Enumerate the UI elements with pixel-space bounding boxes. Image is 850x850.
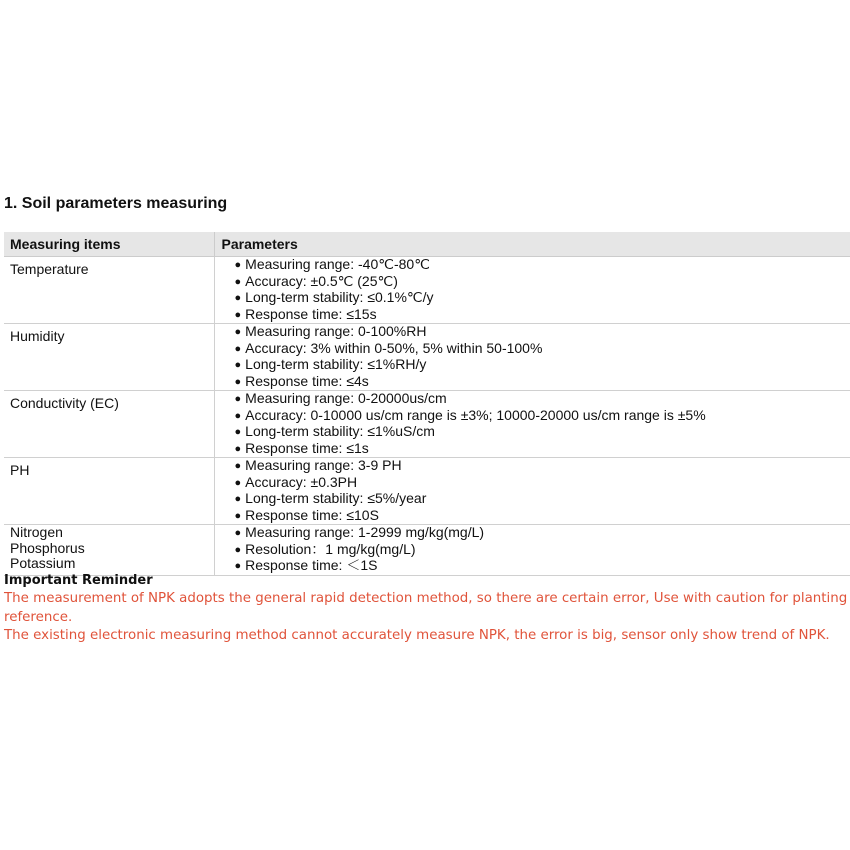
measuring-item-cell (4, 391, 214, 458)
header-parameters: Parameters (214, 232, 850, 257)
parameter-line (235, 374, 850, 391)
parameter-line (235, 357, 850, 374)
table-row (4, 458, 850, 525)
parameter-text: Accuracy: ±0.5℃ (25℃) (245, 272, 398, 289)
parameter-line (235, 542, 850, 559)
parameter-text: Measuring range: 1-2999 mg/kg(mg/L) (245, 524, 485, 540)
parameter-text: Response time: ≤1s (245, 439, 369, 456)
bullet-icon: ● (234, 375, 242, 388)
parameter-line (235, 290, 850, 307)
measuring-item-cell (4, 324, 214, 391)
header-measuring-items: Measuring items (4, 232, 214, 257)
parameter-line (235, 324, 850, 341)
parameters-table (4, 232, 850, 576)
important-reminder (4, 572, 850, 646)
parameter-line (235, 341, 850, 358)
measuring-item-cell (4, 257, 214, 324)
bullet-icon: ● (234, 409, 242, 422)
bullet-icon: ● (234, 426, 242, 438)
parameter-line (235, 508, 850, 525)
bullet-icon: ● (234, 543, 242, 556)
reminder-title: Important Reminder (4, 573, 153, 588)
measuring-item-cell (4, 525, 214, 576)
parameters-cell (214, 324, 850, 391)
parameter-text: Measuring range: 0-100%RH (245, 323, 427, 339)
bullet-icon: ● (234, 292, 242, 304)
measuring-item-name: Nitrogen (10, 524, 63, 540)
parameters-cell (214, 391, 850, 458)
table-row (4, 525, 850, 576)
parameter-text: Long-term stability: ≤1%uS/cm (245, 423, 435, 439)
parameter-text: Measuring range: 0-20000us/cm (245, 390, 447, 406)
parameter-text: Response time: ≤15s (245, 305, 377, 322)
parameter-line (235, 441, 850, 458)
parameters-cell (214, 525, 850, 576)
measuring-item-name: Temperature (10, 261, 89, 277)
parameter-line (235, 458, 850, 475)
bullet-icon: ● (234, 342, 242, 355)
parameter-text: Response time: ≤4s (245, 372, 369, 389)
parameter-line (235, 274, 850, 291)
parameter-line (235, 408, 850, 425)
parameter-line (235, 307, 850, 324)
bullet-icon: ● (234, 275, 242, 288)
parameter-line (235, 424, 850, 441)
parameter-text: Measuring range: 3-9 PH (245, 457, 402, 473)
table-row (4, 391, 850, 458)
parameters-cell (214, 458, 850, 525)
measuring-item-name: Humidity (10, 328, 65, 344)
measuring-item-name: Phosphorus (10, 539, 85, 556)
measuring-item-name: PH (10, 462, 30, 478)
bullet-icon: ● (234, 509, 242, 522)
parameter-text: Long-term stability: ≤0.1%℃/y (245, 289, 434, 305)
parameters-cell (214, 257, 850, 324)
bullet-icon: ● (234, 259, 242, 271)
bullet-icon: ● (234, 308, 242, 321)
bullet-icon: ● (234, 493, 242, 505)
table-row (4, 257, 850, 324)
bullet-icon: ● (234, 460, 242, 472)
parameter-text: Long-term stability: ≤1%RH/y (245, 356, 427, 372)
bullet-icon: ● (234, 442, 242, 455)
measuring-item-name: Conductivity (EC) (10, 395, 119, 411)
bullet-icon: ● (234, 326, 242, 338)
bullet-icon: ● (234, 560, 242, 572)
parameter-text: Response time: ≤10S (245, 506, 379, 523)
parameter-line (235, 257, 850, 274)
section-title: 1. Soil parameters measuring (4, 195, 228, 212)
parameter-text: Accuracy: 3% within 0-50%, 5% within 50-100% (245, 339, 543, 356)
parameter-text: Measuring range: -40℃-80℃ (245, 256, 430, 272)
parameter-text: Accuracy: ±0.3PH (245, 473, 358, 490)
parameter-line (235, 525, 850, 542)
measuring-item-cell (4, 458, 214, 525)
parameter-line (235, 491, 850, 508)
parameter-line (235, 475, 850, 492)
bullet-icon: ● (234, 527, 242, 539)
reminder-text: The existing electronic measuring method cannot accurately measure NPK, the error is big, sensor only show trend of NPK. (4, 628, 830, 643)
parameter-line (235, 391, 850, 408)
parameter-text: Resolution：1 mg/kg(mg/L) (245, 540, 416, 557)
reminder-text: The measurement of NPK adopts the general rapid detection method, so there are certain error, Use with caution for planting reference. (4, 591, 848, 625)
bullet-icon: ● (234, 393, 242, 405)
parameter-text: Long-term stability: ≤5%/year (245, 490, 427, 506)
bullet-icon: ● (234, 476, 242, 489)
bullet-icon: ● (234, 359, 242, 371)
table-header-row (4, 232, 850, 257)
measuring-item-name: Potassium (10, 555, 76, 571)
parameter-text: Response time: ＜1S (245, 557, 378, 573)
parameter-text: Accuracy: 0-10000 us/cm range is ±3%; 10000-20000 us/cm range is ±5% (245, 406, 706, 423)
table-row (4, 324, 850, 391)
